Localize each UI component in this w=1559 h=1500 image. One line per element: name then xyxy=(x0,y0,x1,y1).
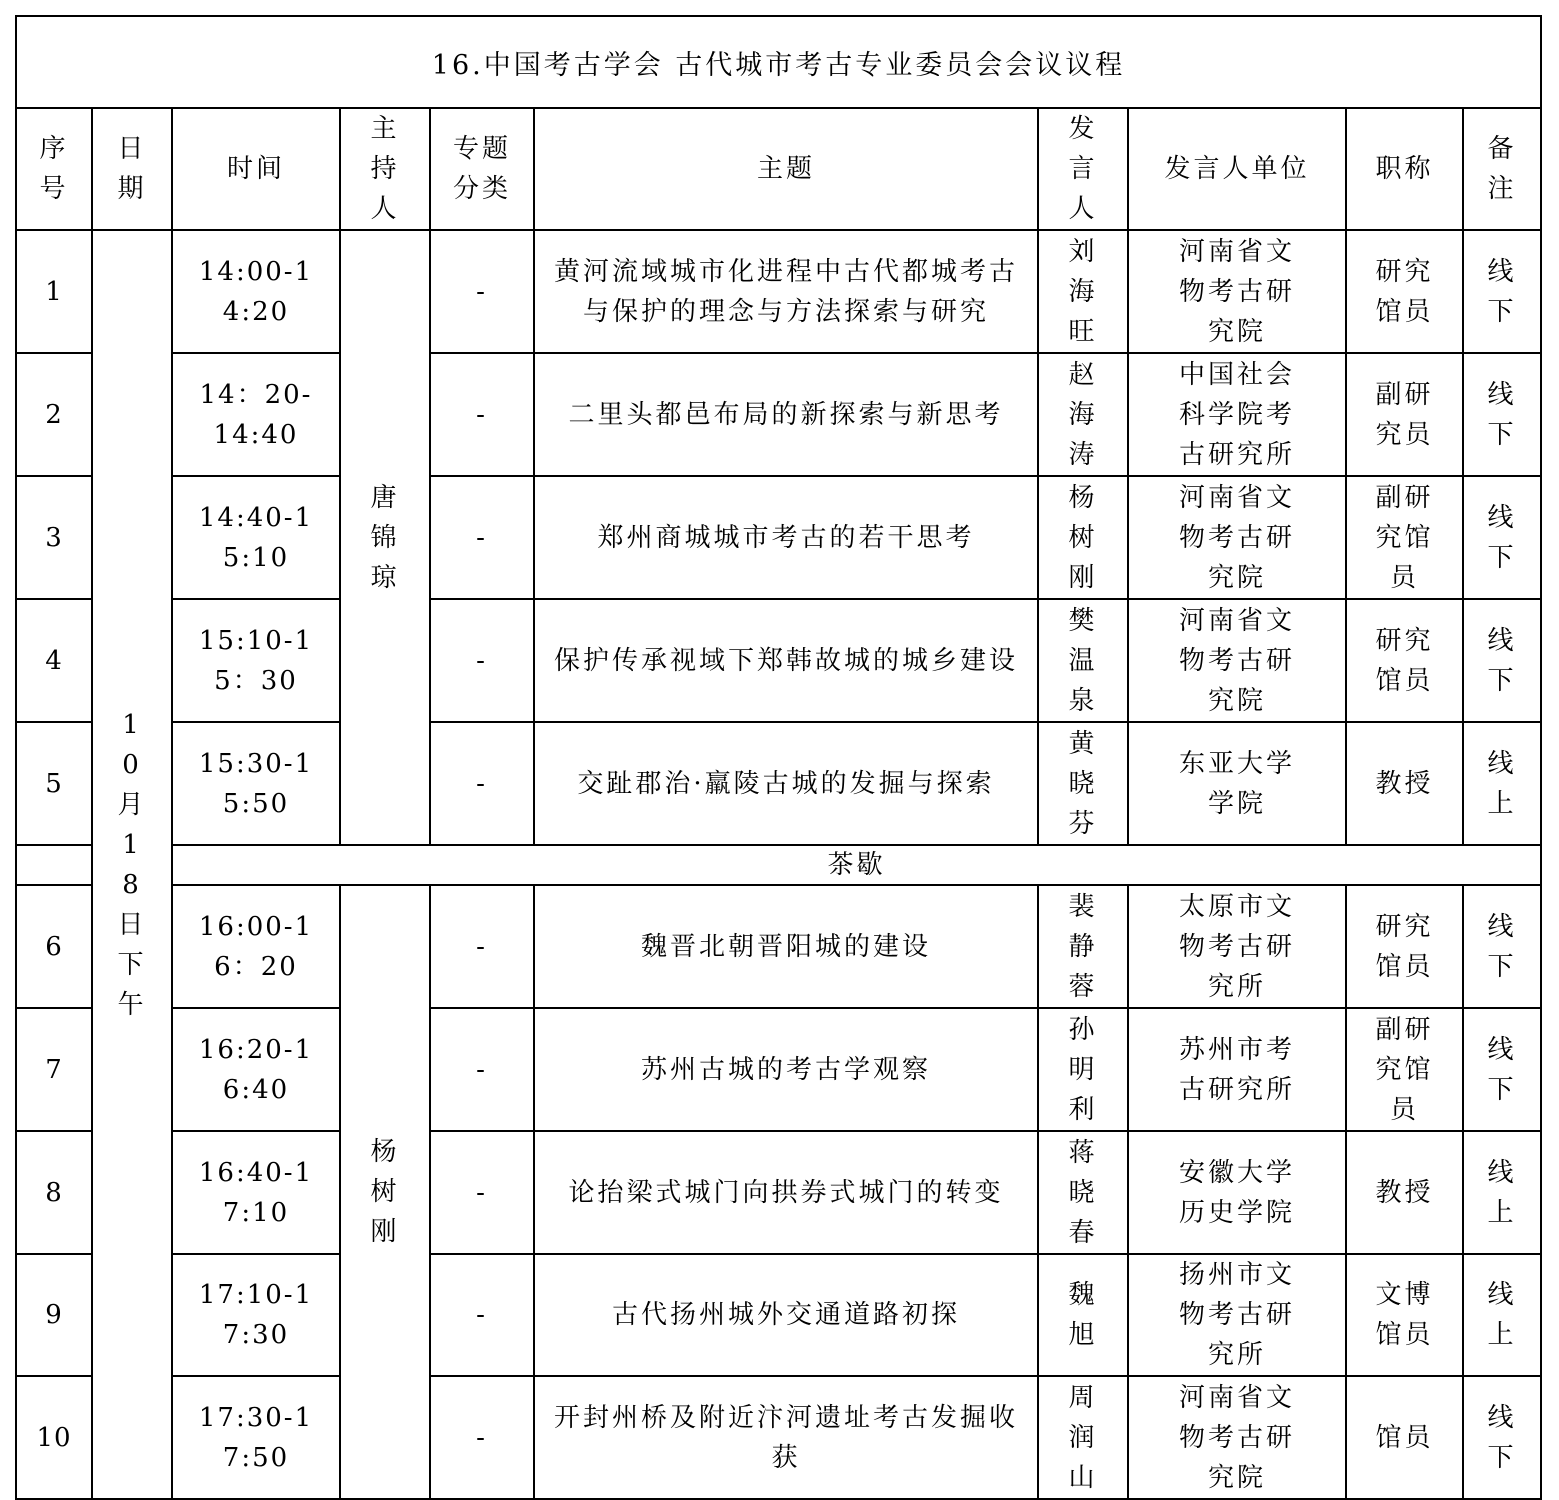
row-speaker: 樊温泉 xyxy=(1038,599,1128,722)
row-unit: 东亚大学学院 xyxy=(1128,722,1346,845)
row-speaker: 孙明利 xyxy=(1038,1008,1128,1131)
row-rank: 教授 xyxy=(1346,722,1463,845)
row-index: 5 xyxy=(16,722,92,845)
row-speaker: 刘海旺 xyxy=(1038,230,1128,353)
row-rank: 研究馆员 xyxy=(1346,230,1463,353)
row-rank: 副研究馆员 xyxy=(1346,476,1463,599)
header-unit: 发言人单位 xyxy=(1128,108,1346,230)
row-time: 14:40-15:10 xyxy=(172,476,340,599)
row-topic: 古代扬州城外交通道路初探 xyxy=(534,1254,1038,1376)
row-speaker: 杨树刚 xyxy=(1038,476,1128,599)
row-topic: 论抬梁式城门向拱券式城门的转变 xyxy=(534,1131,1038,1254)
row-time: 16:00-16：20 xyxy=(172,885,340,1008)
row-speaker: 裴静蓉 xyxy=(1038,885,1128,1008)
header-date: 日期 xyxy=(92,108,172,230)
header-host: 主持人 xyxy=(340,108,430,230)
row-category: - xyxy=(430,885,534,1008)
row-note: 线下 xyxy=(1463,885,1541,1008)
table-row xyxy=(16,1376,1541,1499)
row-index: 3 xyxy=(16,476,92,599)
row-topic: 黄河流域城市化进程中古代都城考古与保护的理念与方法探索与研究 xyxy=(534,230,1038,353)
row-speaker: 魏旭 xyxy=(1038,1254,1128,1376)
agenda-document xyxy=(15,15,1540,1500)
row-speaker: 蒋晓春 xyxy=(1038,1131,1128,1254)
row-index: 7 xyxy=(16,1008,92,1131)
row-time: 16:40-17:10 xyxy=(172,1131,340,1254)
row-time: 15:10-15：30 xyxy=(172,599,340,722)
row-note: 线上 xyxy=(1463,1254,1541,1376)
row-speaker: 周润山 xyxy=(1038,1376,1128,1499)
header-index: 序号 xyxy=(16,108,92,230)
row-category: - xyxy=(430,1008,534,1131)
header-row xyxy=(16,108,1541,230)
row-unit: 安徽大学历史学院 xyxy=(1128,1131,1346,1254)
table-row xyxy=(16,1131,1541,1254)
row-note: 线上 xyxy=(1463,1131,1541,1254)
row-category: - xyxy=(430,230,534,353)
row-topic: 郑州商城城市考古的若干思考 xyxy=(534,476,1038,599)
header-time: 时间 xyxy=(172,108,340,230)
row-index: 1 xyxy=(16,230,92,353)
row-note: 线下 xyxy=(1463,230,1541,353)
row-topic: 魏晋北朝晋阳城的建设 xyxy=(534,885,1038,1008)
host-cell: 杨树刚 xyxy=(340,885,430,1499)
date-cell: 10月18日下午 xyxy=(92,230,172,1499)
table-row xyxy=(16,353,1541,476)
row-speaker: 黄晓芬 xyxy=(1038,722,1128,845)
row-unit: 苏州市考古研究所 xyxy=(1128,1008,1346,1131)
row-topic: 苏州古城的考古学观察 xyxy=(534,1008,1038,1131)
table-row xyxy=(16,722,1541,845)
row-category: - xyxy=(430,1131,534,1254)
row-rank: 研究馆员 xyxy=(1346,885,1463,1008)
row-time: 17:10-17:30 xyxy=(172,1254,340,1376)
row-category: - xyxy=(430,599,534,722)
table-row xyxy=(16,1008,1541,1131)
row-note: 线下 xyxy=(1463,1008,1541,1131)
row-unit: 太原市文物考古研究所 xyxy=(1128,885,1346,1008)
table-row xyxy=(16,599,1541,722)
row-note: 线下 xyxy=(1463,599,1541,722)
row-rank: 馆员 xyxy=(1346,1376,1463,1499)
table-row xyxy=(16,230,1541,353)
break-index-cell xyxy=(16,845,92,885)
row-rank: 教授 xyxy=(1346,1131,1463,1254)
row-rank: 文博馆员 xyxy=(1346,1254,1463,1376)
row-speaker: 赵海涛 xyxy=(1038,353,1128,476)
row-rank: 副研究员 xyxy=(1346,353,1463,476)
agenda-table xyxy=(15,15,1542,1500)
row-rank: 副研究馆员 xyxy=(1346,1008,1463,1131)
row-topic: 开封州桥及附近汴河遗址考古发掘收获 xyxy=(534,1376,1038,1499)
header-topic: 主题 xyxy=(534,108,1038,230)
row-category: - xyxy=(430,1376,534,1499)
row-category: - xyxy=(430,476,534,599)
row-time: 16:20-16:40 xyxy=(172,1008,340,1131)
row-index: 9 xyxy=(16,1254,92,1376)
table-row xyxy=(16,885,1541,1008)
row-topic: 交趾郡治·羸陵古城的发掘与探索 xyxy=(534,722,1038,845)
row-category: - xyxy=(430,722,534,845)
tea-break-label: 茶歇 xyxy=(172,845,1541,885)
row-index: 4 xyxy=(16,599,92,722)
row-topic: 二里头都邑布局的新探索与新思考 xyxy=(534,353,1038,476)
row-time: 17:30-17:50 xyxy=(172,1376,340,1499)
header-speaker: 发言人 xyxy=(1038,108,1128,230)
row-unit: 河南省文物考古研究院 xyxy=(1128,599,1346,722)
table-row xyxy=(16,1254,1541,1376)
row-time: 14:00-14:20 xyxy=(172,230,340,353)
row-unit: 河南省文物考古研究院 xyxy=(1128,230,1346,353)
row-index: 6 xyxy=(16,885,92,1008)
row-index: 8 xyxy=(16,1131,92,1254)
row-rank: 研究馆员 xyxy=(1346,599,1463,722)
page-title: 16.中国考古学会 古代城市考古专业委员会会议议程 xyxy=(16,16,1541,108)
row-unit: 河南省文物考古研究院 xyxy=(1128,1376,1346,1499)
row-unit: 扬州市文物考古研究所 xyxy=(1128,1254,1346,1376)
row-category: - xyxy=(430,1254,534,1376)
row-note: 线上 xyxy=(1463,722,1541,845)
break-row xyxy=(16,845,1541,885)
row-note: 线下 xyxy=(1463,353,1541,476)
row-index: 10 xyxy=(16,1376,92,1499)
header-rank: 职称 xyxy=(1346,108,1463,230)
header-note: 备注 xyxy=(1463,108,1541,230)
row-index: 2 xyxy=(16,353,92,476)
row-time: 15:30-15:50 xyxy=(172,722,340,845)
row-unit: 河南省文物考古研究院 xyxy=(1128,476,1346,599)
row-time: 14：20-14:40 xyxy=(172,353,340,476)
host-cell: 唐锦琼 xyxy=(340,230,430,845)
row-unit: 中国社会科学院考古研究所 xyxy=(1128,353,1346,476)
row-note: 线下 xyxy=(1463,1376,1541,1499)
row-topic: 保护传承视域下郑韩故城的城乡建设 xyxy=(534,599,1038,722)
header-category: 专题分类 xyxy=(430,108,534,230)
table-row xyxy=(16,476,1541,599)
row-note: 线下 xyxy=(1463,476,1541,599)
row-category: - xyxy=(430,353,534,476)
